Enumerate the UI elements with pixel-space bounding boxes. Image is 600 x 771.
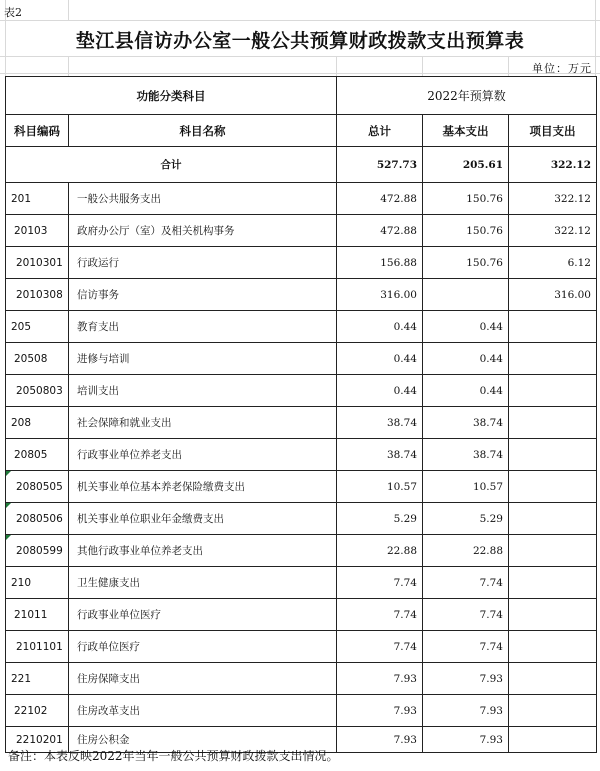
row-code: 20103	[6, 215, 69, 247]
row-basic: 7.74	[423, 631, 509, 663]
budget-table	[5, 76, 597, 753]
row-total: 10.57	[337, 471, 423, 503]
row-total: 7.74	[337, 599, 423, 631]
row-total: 7.93	[337, 727, 423, 753]
footnote: 备注：本表反映2022年当年一般公共预算财政拨款支出情况。	[8, 749, 339, 763]
row-basic: 7.93	[423, 695, 509, 727]
row-code: 21011	[6, 599, 69, 631]
row-name: 其他行政事业单位养老支出	[69, 535, 337, 567]
row-basic: 150.76	[423, 215, 509, 247]
row-name: 教育支出	[69, 311, 337, 343]
table-row	[6, 695, 597, 727]
row-code: 2080506	[6, 503, 69, 535]
row-basic: 0.44	[423, 375, 509, 407]
row-project	[509, 631, 597, 663]
row-name: 行政运行	[69, 247, 337, 279]
row-total: 0.44	[337, 311, 423, 343]
table-row	[6, 375, 597, 407]
row-total: 0.44	[337, 343, 423, 375]
row-name: 行政事业单位医疗	[69, 599, 337, 631]
row-project	[509, 535, 597, 567]
row-total: 22.88	[337, 535, 423, 567]
row-basic: 150.76	[423, 183, 509, 215]
row-code: 2080505	[6, 471, 69, 503]
row-name: 社会保障和就业支出	[69, 407, 337, 439]
row-project: 322.12	[509, 215, 597, 247]
gridline	[68, 56, 69, 76]
row-project	[509, 727, 597, 753]
table-row	[6, 215, 597, 247]
table-row	[6, 599, 597, 631]
row-name: 行政事业单位养老支出	[69, 439, 337, 471]
row-project	[509, 663, 597, 695]
row-name: 住房公积金	[69, 727, 337, 753]
row-total: 0.44	[337, 375, 423, 407]
header-name: 科目名称	[69, 115, 337, 147]
row-total: 38.74	[337, 439, 423, 471]
row-name: 信访事务	[69, 279, 337, 311]
row-basic: 7.93	[423, 663, 509, 695]
total-project: 322.12	[509, 147, 597, 183]
table-row	[6, 343, 597, 375]
header-function-class: 功能分类科目	[6, 77, 337, 115]
row-code: 210	[6, 567, 69, 599]
row-project	[509, 599, 597, 631]
header-row-columns	[6, 115, 597, 147]
row-total: 7.74	[337, 567, 423, 599]
table-row	[6, 279, 597, 311]
header-project: 项目支出	[509, 115, 597, 147]
gridline	[0, 73, 600, 74]
row-total: 38.74	[337, 407, 423, 439]
row-basic: 7.74	[423, 567, 509, 599]
header-total: 总计	[337, 115, 423, 147]
row-project: 316.00	[509, 279, 597, 311]
row-project	[509, 311, 597, 343]
row-basic: 0.44	[423, 343, 509, 375]
row-code: 22102	[6, 695, 69, 727]
row-project	[509, 407, 597, 439]
row-code: 20805	[6, 439, 69, 471]
gridline	[422, 56, 423, 76]
row-project	[509, 695, 597, 727]
table-row	[6, 503, 597, 535]
gridline	[0, 56, 600, 57]
row-basic: 38.74	[423, 439, 509, 471]
gridline	[68, 0, 69, 20]
table-row	[6, 247, 597, 279]
row-project	[509, 343, 597, 375]
row-name: 机关事业单位基本养老保险缴费支出	[69, 471, 337, 503]
row-total: 472.88	[337, 183, 423, 215]
row-basic: 10.57	[423, 471, 509, 503]
table-row	[6, 183, 597, 215]
row-total: 472.88	[337, 215, 423, 247]
row-project	[509, 471, 597, 503]
table-row	[6, 439, 597, 471]
row-name: 住房保障支出	[69, 663, 337, 695]
header-row-group	[6, 77, 597, 115]
row-total: 7.93	[337, 663, 423, 695]
gridline	[336, 56, 337, 76]
row-project: 322.12	[509, 183, 597, 215]
table-label: 表2	[4, 6, 22, 19]
header-code: 科目编码	[6, 115, 69, 147]
row-name: 卫生健康支出	[69, 567, 337, 599]
row-total: 316.00	[337, 279, 423, 311]
row-code: 205	[6, 311, 69, 343]
row-project	[509, 503, 597, 535]
row-name: 进修与培训	[69, 343, 337, 375]
total-basic: 205.61	[423, 147, 509, 183]
row-project: 6.12	[509, 247, 597, 279]
header-basic: 基本支出	[423, 115, 509, 147]
table-row	[6, 471, 597, 503]
page-title: 垫江县信访办公室一般公共预算财政拨款支出预算表	[75, 30, 525, 52]
row-code: 2101101	[6, 631, 69, 663]
row-project	[509, 567, 597, 599]
row-name: 政府办公厅（室）及相关机构事务	[69, 215, 337, 247]
row-code: 2210201	[6, 727, 69, 753]
total-label: 合计	[6, 147, 337, 183]
total-total: 527.73	[337, 147, 423, 183]
table-row	[6, 407, 597, 439]
row-basic: 7.93	[423, 727, 509, 753]
row-basic	[423, 279, 509, 311]
row-code: 20508	[6, 343, 69, 375]
row-total: 5.29	[337, 503, 423, 535]
row-code: 208	[6, 407, 69, 439]
row-total: 7.93	[337, 695, 423, 727]
table-row	[6, 631, 597, 663]
unit-label: 单位：万元	[532, 62, 592, 75]
row-code: 201	[6, 183, 69, 215]
row-basic: 38.74	[423, 407, 509, 439]
table-row	[6, 311, 597, 343]
row-name: 住房改革支出	[69, 695, 337, 727]
row-basic: 22.88	[423, 535, 509, 567]
row-basic: 7.74	[423, 599, 509, 631]
row-total: 7.74	[337, 631, 423, 663]
total-row	[6, 147, 597, 183]
row-basic: 150.76	[423, 247, 509, 279]
row-total: 156.88	[337, 247, 423, 279]
row-name: 一般公共服务支出	[69, 183, 337, 215]
row-name: 机关事业单位职业年金缴费支出	[69, 503, 337, 535]
row-code: 2080599	[6, 535, 69, 567]
table-row	[6, 535, 597, 567]
row-project	[509, 439, 597, 471]
gridline	[508, 56, 509, 76]
row-name: 培训支出	[69, 375, 337, 407]
row-code: 2010308	[6, 279, 69, 311]
gridline	[0, 20, 600, 21]
row-code: 221	[6, 663, 69, 695]
row-basic: 0.44	[423, 311, 509, 343]
header-budget-year: 2022年预算数	[337, 77, 597, 115]
row-code: 2010301	[6, 247, 69, 279]
row-basic: 5.29	[423, 503, 509, 535]
row-project	[509, 375, 597, 407]
table-row	[6, 567, 597, 599]
row-code: 2050803	[6, 375, 69, 407]
table-row	[6, 663, 597, 695]
row-name: 行政单位医疗	[69, 631, 337, 663]
